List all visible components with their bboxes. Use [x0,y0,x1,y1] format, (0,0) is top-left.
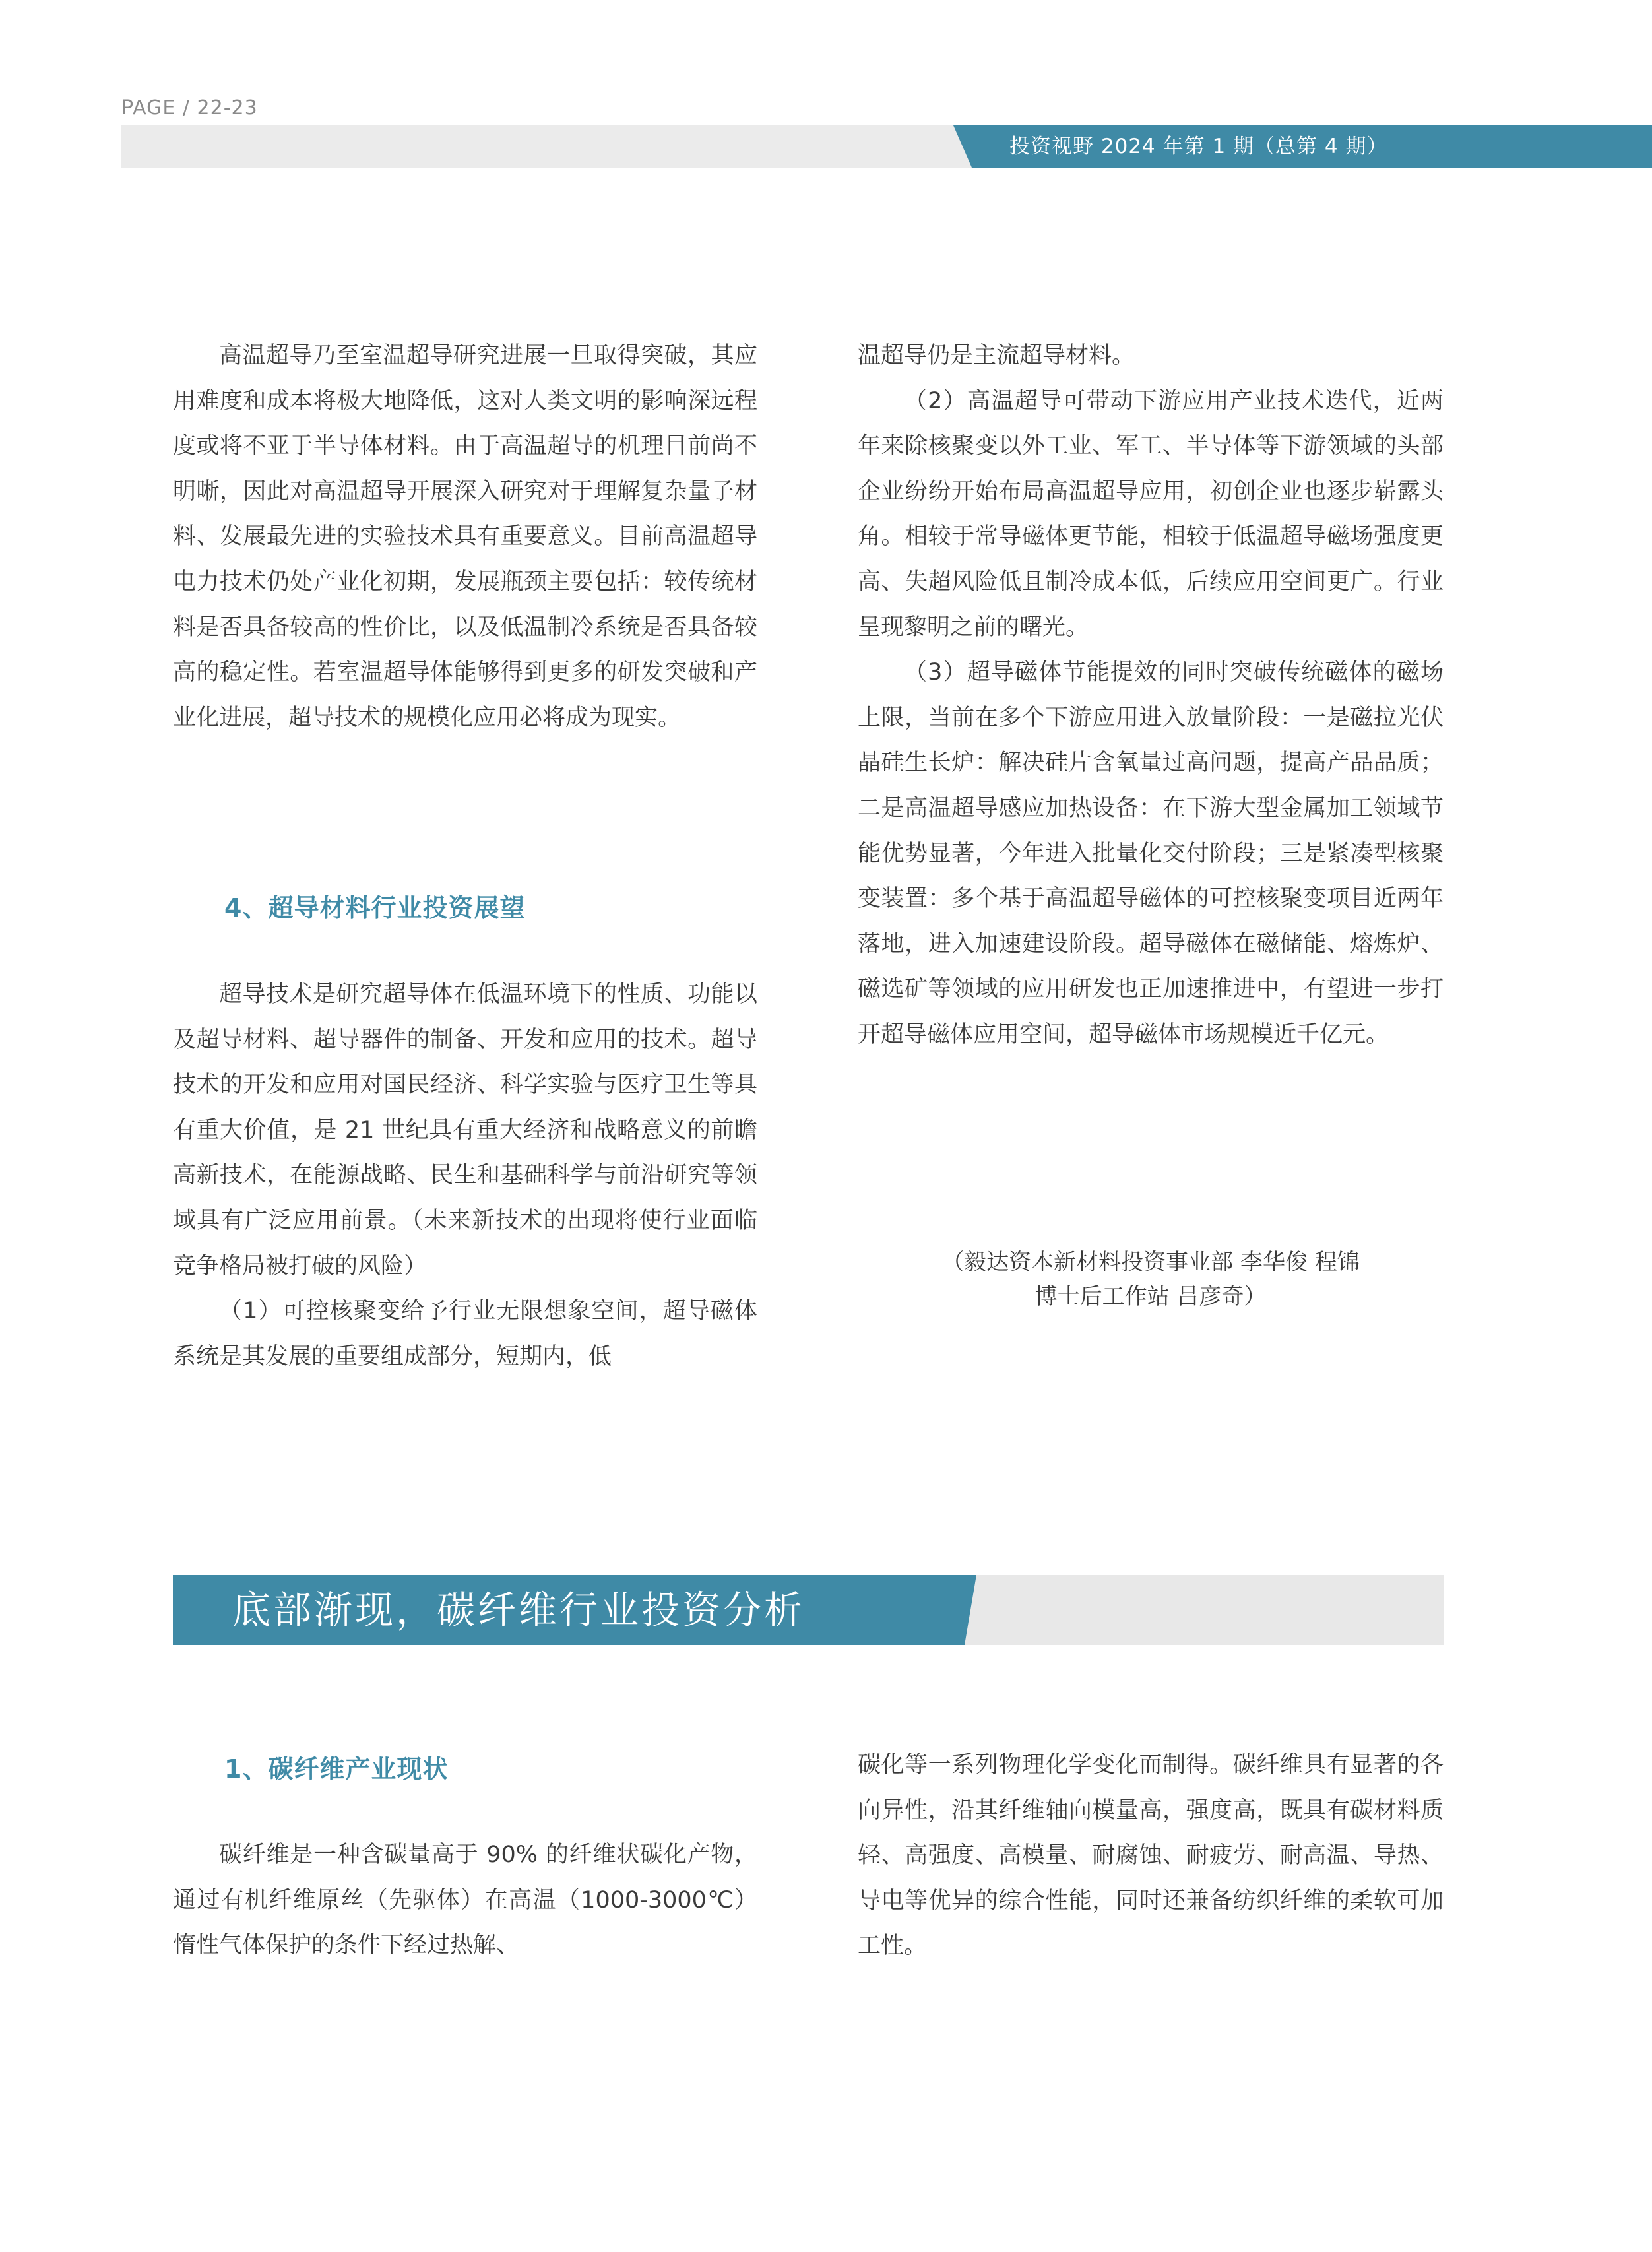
paragraph: （1）可控核聚变给予行业无限想象空间，超导磁体系统是其发展的重要组成部分，短期内，低 [173,1298,757,1370]
paragraph: 温超导仍是主流超导材料。 [858,342,1135,369]
section-heading-industry-status: 1、碳纤维产业现状 [224,1754,449,1784]
paragraph: 碳化等一系列物理化学变化而制得。碳纤维具有显著的各向异性，沿其纤维轴向模量高，强度高，既具有碳材料质轻、高强度、高模量、耐腐蚀、耐疲劳、耐高温、导热、导电等优异的综合性能，同时还兼备纺织纤维的柔软可加工性。 [858,1752,1444,1960]
left-column-bottom [173,1832,757,1968]
issue-title: 投资视野 2024 年第 1 期（总第 4 期） [1009,135,1388,158]
paragraph: 超导技术是研究超导体在低温环境下的性质、功能以及超导材料、超导器件的制备、开发和应用的技术。超导技术的开发和应用对国民经济、科学实验与医疗卫生等具有重大价值，是 21 世纪具有重大经济和战略意义的前瞻高新技术，在能源战略、民生和基础科学与前沿研究等领域具有广泛应用前景。（未来新技术的出现将使行业面临竞争格局被打破的风险） [173,981,757,1279]
paragraph: 高温超导乃至室温超导研究进展一旦取得突破，其应用难度和成本将极大地降低，这对人类文明的影响深远程度或将不亚于半导体材料。由于高温超导的机理目前尚不明晰，因此对高温超导开展深入研究对于理解复杂量子材料、发展最先进的实验技术具有重要意义。目前高温超导电力技术仍处产业化初期，发展瓶颈主要包括：较传统材料是否具备较高的性价比，以及低温制冷系统是否具备较高的稳定性。若室温超导体能够得到更多的研发突破和产业化进展，超导技术的规模化应用必将成为现实。 [173,342,757,731]
section-heading-investment-outlook: 4、超导材料行业投资展望 [224,893,526,922]
right-column-bottom [858,1743,1444,1969]
left-column-middle [173,972,757,1379]
section-banner-title: 底部渐现，碳纤维行业投资分析 [232,1588,806,1632]
header-bar [121,125,972,168]
byline-line: （毅达资本新材料投资事业部 李华俊 程锦 [941,1249,1360,1275]
paragraph: （2）高温超导可带动下游应用产业技术迭代，近两年来除核聚变以外工业、军工、半导体等下游领域的头部企业纷纷开始布局高温超导应用，初创企业也逐步崭露头角。相较于常导磁体更节能，相较于低温超导磁场强度更高、失超风险低且制冷成本低，后续应用空间更广。行业呈现黎明之前的曙光。 [858,387,1444,641]
page-number-label: PAGE / 22-23 [121,96,258,119]
author-byline [858,1245,1444,1314]
left-column-top [173,333,757,740]
byline-line: 博士后工作站 吕彦奇） [1034,1283,1267,1310]
paragraph: （3）超导磁体节能提效的同时突破传统磁体的磁场上限，当前在多个下游应用进入放量阶段：一是磁拉光伏晶硅生长炉：解决硅片含氧量过高问题，提高产品品质；二是高温超导感应加热设备：在下游大型金属加工领域节能优势显著，今年进入批量化交付阶段；三是紧凑型核聚变装置：多个基于高温超导磁体的可控核聚变项目近两年落地，进入加速建设阶段。超导磁体在磁储能、熔炼炉、磁选矿等领域的应用研发也正加速推进中，有望进一步打开超导磁体应用空间，超导磁体市场规模近千亿元。 [858,659,1444,1048]
paragraph: 碳纤维是一种含碳量高于 90% 的纤维状碳化产物，通过有机纤维原丝（先驱体）在高温（1000-3000℃）惰性气体保护的条件下经过热解、 [173,1842,757,1959]
right-column-top [858,333,1444,1058]
